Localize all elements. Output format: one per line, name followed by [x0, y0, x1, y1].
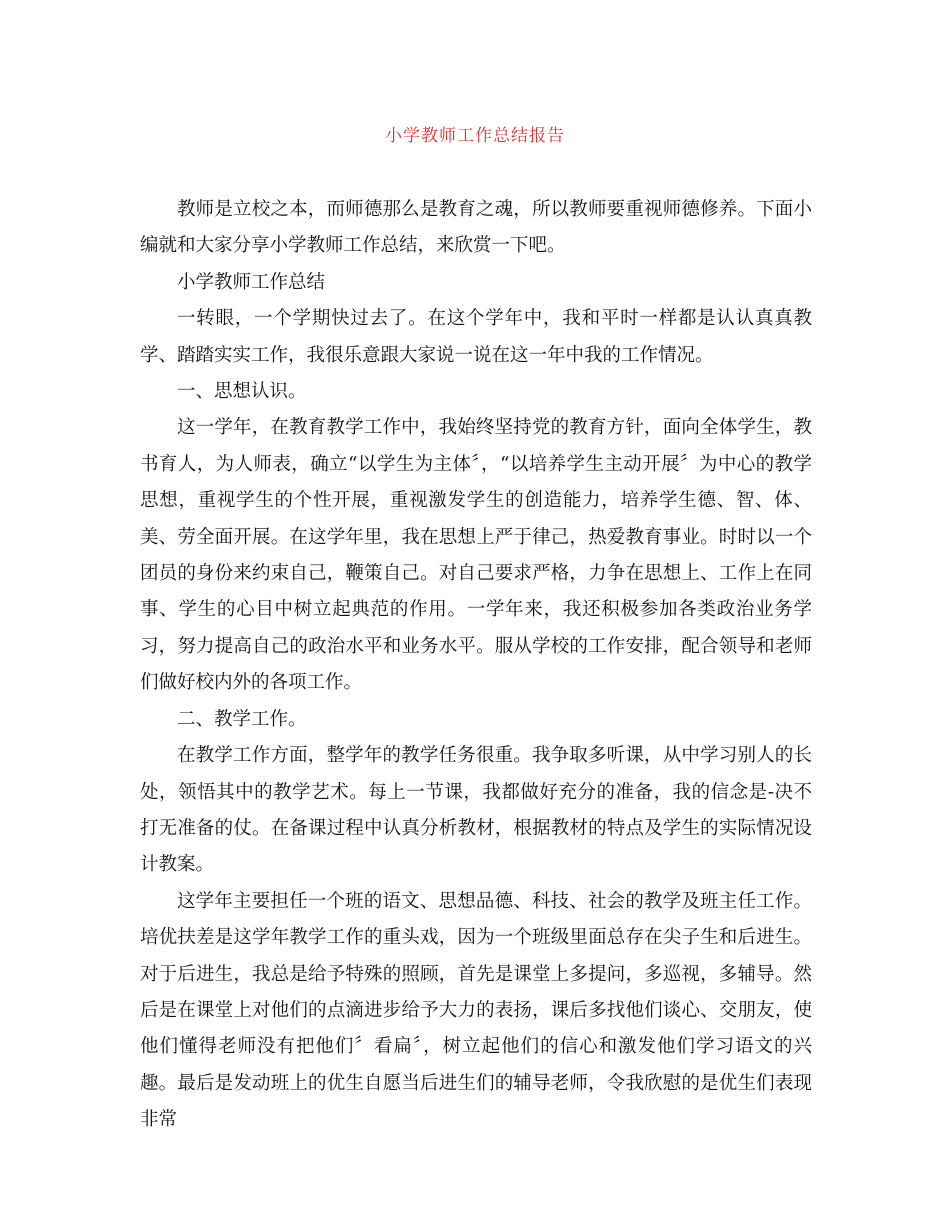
paragraph-opening: 一转眼，一个学期快过去了。在这个学年中，我和平时一样都是认认真真教学、踏踏实实工作，我很乐意跟大家说一说在这一年中我的工作情况。 — [140, 308, 812, 366]
section-heading-thought: 一、思想认识。 — [177, 381, 307, 403]
paragraph-intro: 教师是立校之本，而师德那么是教育之魂，所以教师要重视师德修养。下面小编就和大家分享小学教师工作总结，来欣赏一下吧。 — [140, 199, 812, 257]
paragraph-class-work: 这学年主要担任一个班的语文、思想品德、科技、社会的教学及班主任工作。培优扶差是这学年教学工作的重头戏，因为一个班级里面总存在尖子生和后进生。对于后进生，我总是给予特殊的照顾，首先是课堂上多提问，多巡视，多辅导。然后是在课堂上对他们的点滴进步给予大力的表扬，课后多找他们谈心、交朋友，使他们懂得老师没有把他们〞看扁〞，树立起他们的信心和激发他们学习语文的兴趣。最后是发动班上的优生自愿当后进生们的辅导老师，令我欣慰的是优生们表现非常 — [140, 890, 812, 1131]
paragraph-thought: 这一学年，在教育教学工作中，我始终坚持党的教育方针，面向全体学生，教书育人，为人师表，确立“以学生为主体〞，“以培养学生主动开展〞为中心的教学思想，重视学生的个性开展，重视激发学生的创造能力，培养学生德、智、体、美、劳全面开展。在这学年里，我在思想上严于律己，热爱教育事业。时时以一个团员的身份来约束自己，鞭策自己。对自己要求严格，力争在思想上、工作上在同事、学生的心目中树立起典范的作用。一学年来，我还积极参加各类政治业务学习，努力提高自己的政治水平和业务水平。服从学校的工作安排，配合领导和老师们做好校内外的各项工作。 — [140, 417, 812, 694]
document-title: 小学教师工作总结报告 — [385, 126, 565, 146]
paragraph-teaching: 在教学工作方面，整学年的教学任务很重。我争取多听课，从中学习别人的长处，领悟其中的教学艺术。每上一节课，我都做好充分的准备，我的信念是-决不打无准备的仗。在备课过程中认真分析教材，根据教材的特点及学生的实际情况设计教案。 — [140, 745, 812, 876]
section-heading-teaching: 二、教学工作。 — [177, 708, 307, 730]
document-body — [140, 192, 812, 1139]
paragraph-subtitle: 小学教师工作总结 — [177, 271, 326, 293]
